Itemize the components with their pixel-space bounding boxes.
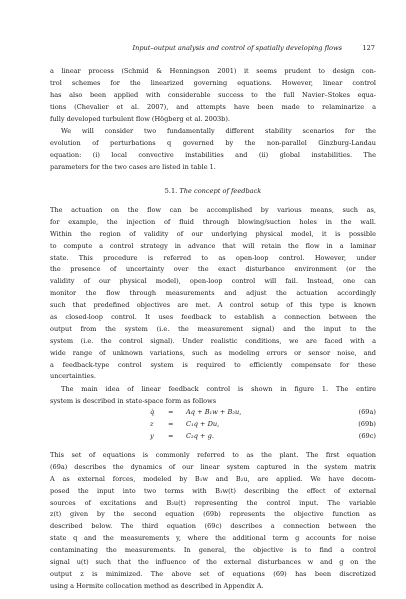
text-line: a feedback-type control system is required to efficiently compensate for these (50, 360, 376, 369)
paragraph-5 (50, 450, 376, 593)
text-line: output z is minimized. The above set of equations (69) has been discretized (50, 569, 376, 578)
paragraph-3 (50, 205, 376, 383)
text-line: as closed-loop control. It uses feedback to establish a connection between the (50, 313, 376, 322)
text-line: such that predefined objectives are met. A control setup of this type is known (50, 301, 376, 310)
text-line: Within the region of validity of our underlying physical model, it is possible (50, 229, 376, 238)
equation-lhs: z (150, 420, 154, 428)
equation-69c (150, 432, 376, 444)
text-line: (69a) describes the dynamics of our linear system captured in the system matrix (50, 462, 376, 471)
text-line: sources of excitations and B₂u(t) representing the control input. The variable (50, 498, 376, 507)
text-line: parameters for the two cases are listed in table 1. (50, 162, 216, 171)
text-line: signal u(t) such that the influence of the external disturbances w and g on the (50, 558, 376, 567)
equation-69a (150, 408, 376, 420)
text-line: fully developed turbulent flow (Högberg et al. 2003b). (50, 114, 230, 123)
equation-operator: = (168, 420, 174, 428)
text-line: We will consider two fundamentally different stability scenarios for the (61, 127, 376, 135)
equation-number: (69a) (358, 408, 376, 416)
paragraph-1 (50, 66, 376, 125)
text-line: has also been applied with considerable success to the full Navier–Stokes equa- (50, 90, 376, 99)
section-number: 5.1. (164, 187, 178, 195)
text-line: The actuation on the flow can be accomplished by various means, such as, (50, 206, 376, 214)
text-line: the presence of uncertainty over the exact disturbance environment (or the (50, 265, 376, 274)
equation-operator: = (168, 408, 174, 416)
text-line: output from the system (i.e. the measurement signal) and the input to the (50, 324, 376, 333)
text-line: system is described in state-space form as follows (50, 396, 217, 405)
text-line: validity of our physical model), open-loop control will fail. Instead, one can (50, 277, 376, 286)
text-line: This set of equations is commonly referred to as the plant. The first equation (50, 451, 376, 459)
text-line: contaminating the measurements. In general, the objective is to find a control (50, 546, 376, 555)
text-line: tions (Chevalier et al. 2007), and attempts have been made to relaminarize a (50, 102, 376, 111)
paragraph-4 (50, 384, 376, 408)
text-line: state q and the measurements y, where the additional term g accounts for noise (50, 534, 376, 543)
text-line: system (i.e. the control signal). Under realistic conditions, we are faced with a (50, 336, 376, 345)
running-header (83, 44, 375, 56)
equation-operator: = (168, 432, 174, 440)
text-line: uncertainties. (50, 372, 96, 381)
text-line: state. This procedure is referred to as open-loop control. However, under (50, 253, 376, 262)
text-line: evolution of perturbations q governed by the non-parallel Ginzburg-Landau (50, 138, 376, 147)
text-line: for example, the injection of fluid through blowing/suction holes in the wall. (50, 217, 376, 226)
paragraph-2 (50, 126, 376, 174)
text-line: a linear process (Schmid & Henningson 2001) it seems prudent to design con- (50, 67, 376, 75)
text-line: using a Hermite collocation method as described in Appendix A. (50, 581, 264, 590)
text-line: A as external forces, modeled by B₁w and B₂u, are applied. We have decom- (50, 474, 376, 483)
text-line: equation: (i) local convective instabilities and (ii) global instabilities. The (50, 150, 376, 159)
equation-lhs: q̇ (150, 408, 155, 416)
text-line: The main idea of linear feedback control is shown in figure 1. The entire (61, 385, 376, 393)
equation-number: (69b) (358, 420, 376, 428)
text-line: to compute a control strategy in advance that will retain the flow in a laminar (50, 241, 376, 250)
running-title: Input–output analysis and control of spatially developing flows (132, 44, 342, 52)
section-title: The concept of feedback (179, 187, 262, 195)
text-line: z(t) given by the second equation (69b) represents the objective function as (50, 510, 376, 519)
equation-69b (150, 420, 376, 432)
equation-lhs: y (150, 432, 154, 440)
equation-rhs: Aq + B₁w + B₂u, (186, 408, 242, 416)
text-line: trol schemes for the linearized governing equations. However, linear control (50, 78, 376, 87)
page-number: 127 (362, 44, 375, 52)
section-heading (50, 187, 376, 199)
equation-rhs: C₂q + g. (186, 432, 214, 440)
equation-rhs: C₁q + Du, (186, 420, 220, 428)
text-line: described below. The third equation (69c) describes a connection between the (50, 522, 376, 531)
text-line: posed the input into two terms with B₁w(t) describing the effect of external (50, 486, 376, 495)
text-line: monitor the flow through measurements and adjust the actuation accordingly (50, 289, 376, 298)
text-line: wide range of unknown variations, such as modeling errors or sensor noise, and (50, 348, 376, 357)
equation-number: (69c) (358, 432, 376, 440)
